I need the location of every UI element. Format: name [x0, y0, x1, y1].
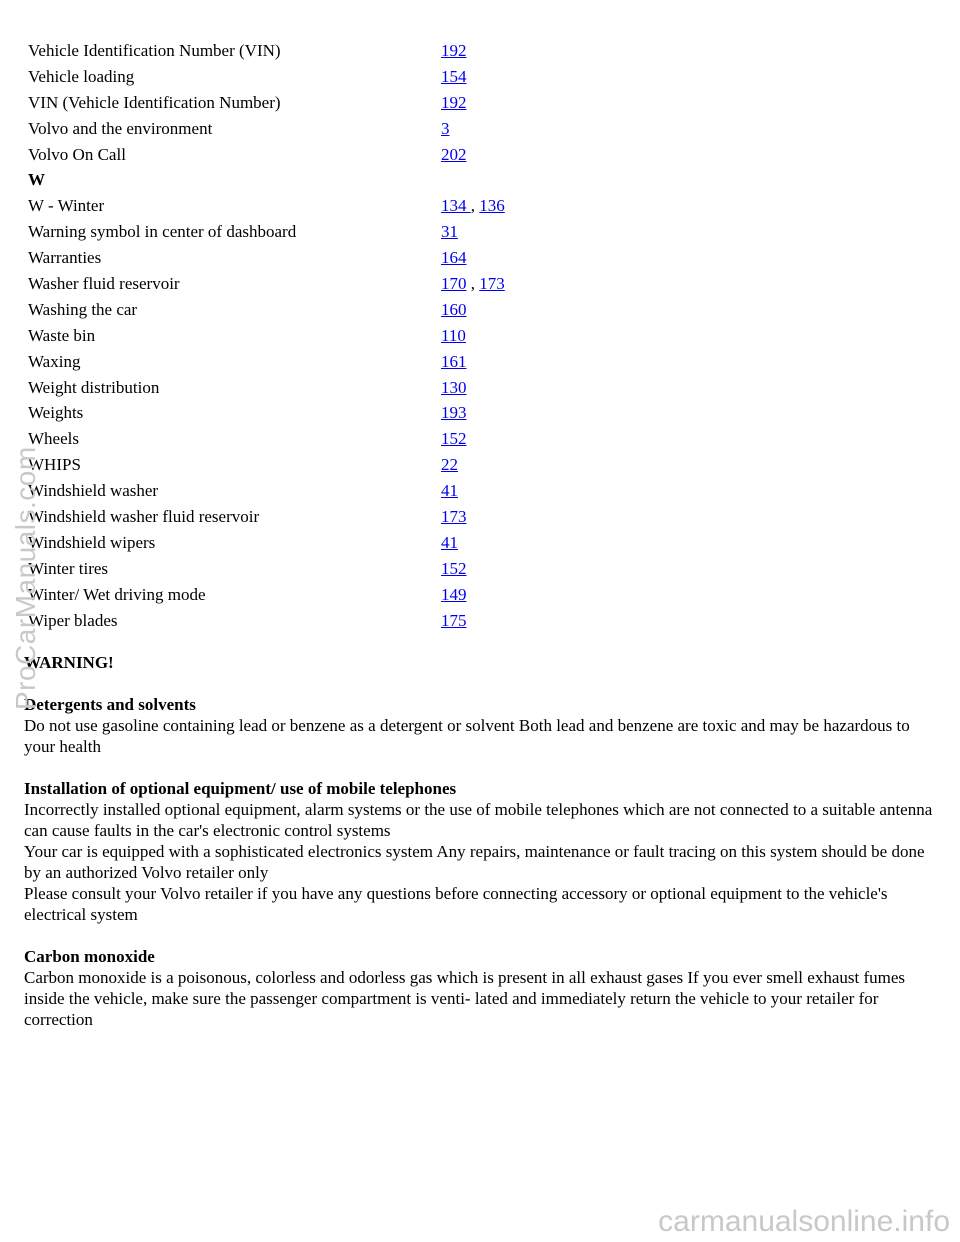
index-term: Warranties [28, 248, 102, 268]
index-pages [441, 349, 467, 375]
index-term: Wiper blades [28, 610, 118, 630]
index-term: WHIPS [28, 455, 81, 475]
page-link[interactable]: 164 [441, 248, 467, 268]
index-term: Washer fluid reservoir [28, 274, 180, 294]
page-link[interactable]: 154 [441, 66, 467, 86]
index-pages [441, 219, 458, 245]
page-link[interactable]: 41 [441, 532, 458, 552]
index-pages [441, 116, 450, 142]
section-paragraph: Please consult your Volvo retailer if you have any questions before connecting accessory or optional equipment to the vehicle's electrical system [24, 884, 888, 924]
index-term: W - Winter [28, 196, 105, 216]
page-link[interactable]: 31 [441, 222, 458, 242]
index-term: Windshield wipers [28, 532, 156, 552]
page-link[interactable]: 192 [441, 41, 467, 60]
page-link[interactable]: 161 [441, 351, 467, 371]
index-term: Vehicle Identification Number (VIN) [28, 41, 281, 60]
index-pages [441, 38, 467, 64]
section-heading-detergents: Detergents and solvents [24, 695, 196, 714]
page-separator: , [470, 274, 475, 294]
page-separator: , [470, 196, 475, 216]
page-link[interactable]: 160 [441, 299, 467, 319]
index-term: W [28, 170, 45, 190]
warning-box [24, 652, 934, 1030]
index-term: Wheels [28, 429, 79, 449]
page-link[interactable]: 173 [441, 507, 467, 527]
index-pages [441, 193, 505, 219]
warning-title: WARNING! [24, 653, 114, 672]
section-heading-optional-equipment: Installation of optional equipment/ use of mobile telephones [24, 779, 457, 798]
index-pages [441, 608, 467, 634]
index-term: Warning symbol in center of dashboard [28, 222, 297, 242]
index-term: Volvo and the environment [28, 118, 213, 138]
index-term: Winter tires [28, 558, 109, 578]
section-paragraph: Incorrectly installed optional equipment, alarm systems or the use of mobile telephones which are not connected to a suitable antenna can cause faults in the car's electronic control systems [24, 800, 933, 840]
index-pages [441, 530, 458, 556]
page-link[interactable]: 134 [441, 196, 471, 216]
section-paragraph: Do not use gasoline containing lead or benzene as a detergent or solvent Both lead and benzene are toxic and may be hazardous to your health [24, 716, 910, 756]
index-pages [441, 400, 467, 426]
index-pages [441, 426, 467, 452]
index-term: Vehicle loading [28, 66, 135, 86]
index-pages [441, 245, 467, 271]
index-pages [441, 64, 467, 90]
page-link[interactable]: 192 [441, 92, 467, 112]
index-term: VIN (Vehicle Identification Number) [28, 92, 281, 112]
section-heading-carbon-monoxide: Carbon monoxide [24, 947, 155, 966]
index-pages [441, 90, 467, 116]
index-pages [441, 504, 467, 530]
page-link[interactable]: 110 [441, 325, 466, 345]
index-pages [441, 582, 467, 608]
index-pages [441, 452, 458, 478]
index-pages [441, 142, 467, 168]
index-pages [441, 297, 467, 323]
page-link[interactable]: 130 [441, 377, 467, 397]
watermark-side: ProCarManuals.com [10, 446, 41, 710]
index-pages [441, 323, 466, 349]
index-pages [441, 375, 467, 401]
index-term: Weights [28, 403, 84, 423]
page-link[interactable]: 152 [441, 429, 467, 449]
section-paragraph: Carbon monoxide is a poisonous, colorless and odorless gas which is present in all exhaust gases If you ever smell exhaust fumes inside the vehicle, make sure the passenger compartment is venti- lated and immediately return the vehicle to your retailer for correction [24, 968, 905, 1029]
page-link[interactable]: 152 [441, 558, 467, 578]
section-paragraph: Your car is equipped with a sophisticated electronics system Any repairs, maintenance or fault tracing on this system should be done by an authorized Volvo retailer only [24, 842, 925, 882]
page-link[interactable]: 136 [479, 196, 505, 216]
index-term: Washing the car [28, 299, 138, 319]
index-term: Windshield washer fluid reservoir [28, 507, 260, 527]
page-link[interactable]: 22 [441, 455, 458, 475]
index-term: Waxing [28, 351, 81, 371]
index-term: Windshield washer [28, 481, 159, 501]
index-term: Waste bin [28, 325, 96, 345]
index-pages [441, 556, 467, 582]
index-term: Weight distribution [28, 377, 160, 397]
page-link[interactable]: 202 [441, 144, 467, 164]
page-link[interactable]: 3 [441, 118, 450, 138]
watermark-bottom: carmanualsonline.info [658, 1205, 950, 1238]
page-link[interactable]: 175 [441, 610, 467, 630]
page-link[interactable]: 173 [479, 274, 505, 294]
page-link[interactable]: 149 [441, 584, 467, 604]
index-term: Winter/ Wet driving mode [28, 584, 206, 604]
page-link[interactable]: 193 [441, 403, 467, 423]
page-link[interactable]: 170 [441, 274, 467, 294]
index-pages [441, 478, 458, 504]
index-pages [441, 271, 505, 297]
page-link[interactable]: 41 [441, 481, 458, 501]
index-term: Volvo On Call [28, 144, 126, 164]
